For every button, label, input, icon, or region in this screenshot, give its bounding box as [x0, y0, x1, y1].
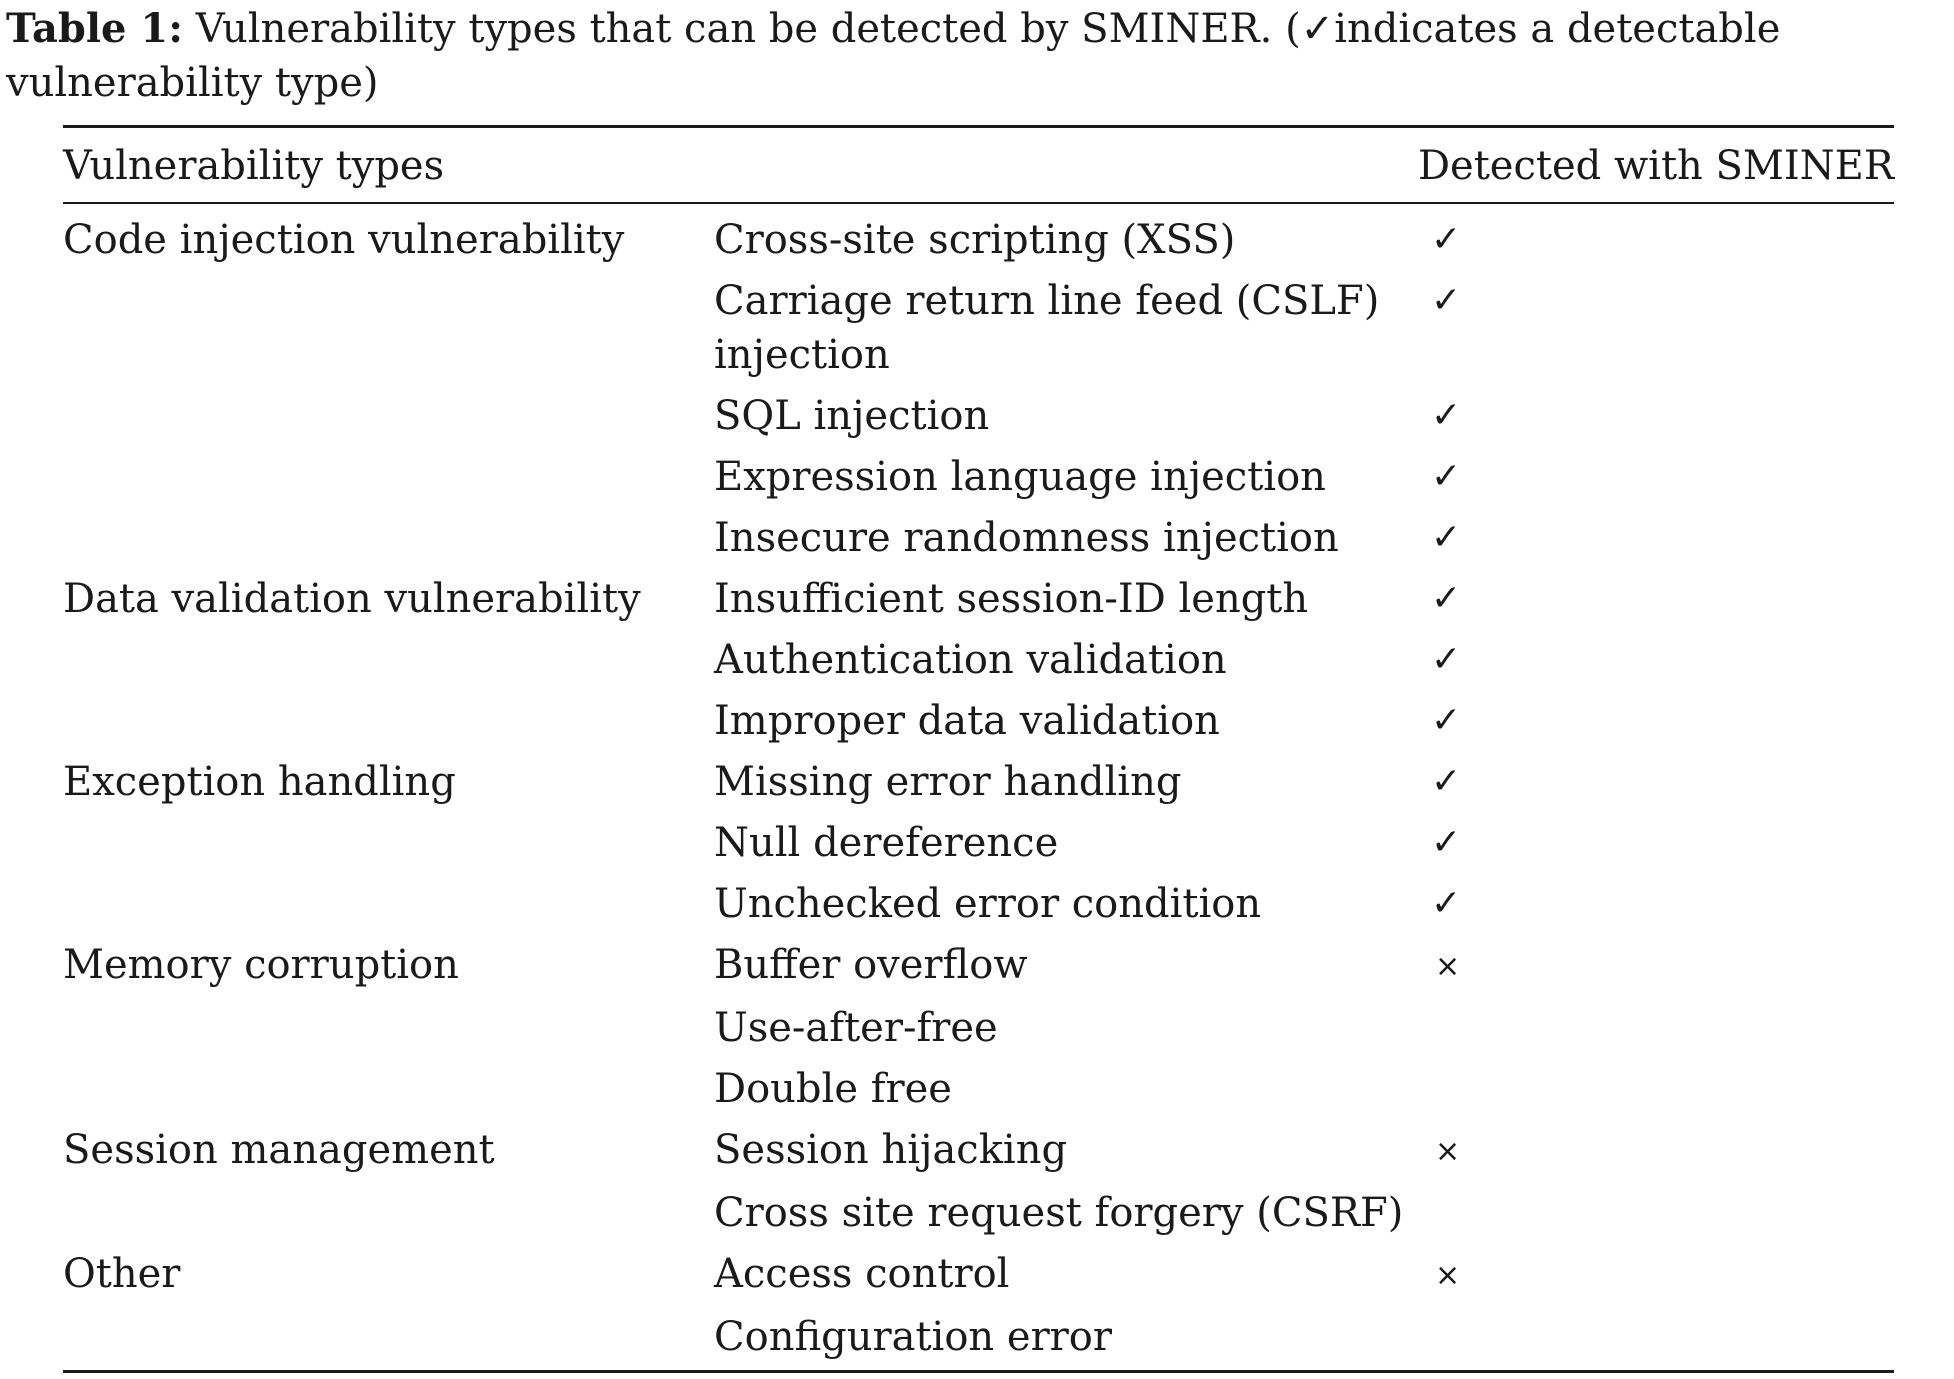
category-cell [63, 389, 714, 450]
category-cell [63, 274, 714, 389]
detected-cell [1417, 1186, 1894, 1247]
header-vulnerability-types: Vulnerability types [63, 143, 445, 189]
check-icon: ✓ [1431, 700, 1462, 741]
table-row [63, 877, 1894, 938]
detected-cell [1417, 572, 1894, 633]
caption-text: Vulnerability types that can be detected by SMINER. (✓indicates a detectable vulnerability type) [6, 6, 1781, 106]
vulnerability-type-cell: Cross site request forgery (CSRF) [714, 1190, 1404, 1236]
category-cell [63, 877, 714, 938]
cross-icon: × [1435, 1134, 1461, 1169]
detected-cell [1417, 877, 1894, 938]
detected-cell [1417, 274, 1894, 389]
vulnerability-type-cell: SQL injection [714, 393, 990, 439]
detected-cell [1417, 938, 1894, 1001]
detected-cell [1417, 633, 1894, 694]
category-cell: Other [63, 1251, 181, 1297]
category-cell [63, 511, 714, 572]
check-icon: ✓ [1431, 517, 1462, 558]
detected-cell [1417, 1001, 1894, 1062]
detected-cell [1417, 1062, 1894, 1123]
detected-cell [1417, 511, 1894, 572]
vulnerability-type-cell: Configuration error [714, 1314, 1113, 1360]
table-row [63, 213, 1894, 274]
vulnerability-type-cell: Access control [714, 1251, 1010, 1297]
caption-label: Table 1: [6, 5, 183, 52]
vulnerability-type-cell: Expression language injection [714, 454, 1326, 500]
category-cell: Data validation vulnerability [63, 576, 641, 622]
table-row [63, 816, 1894, 877]
vulnerability-type-cell: Buffer overflow [714, 942, 1028, 988]
header-detected-with-sminer: Detected with SMINER [1417, 143, 1894, 189]
category-cell [63, 450, 714, 511]
category-cell [63, 694, 714, 755]
detected-cell [1417, 389, 1894, 450]
table-row [63, 1310, 1894, 1371]
check-icon: ✓ [1431, 456, 1462, 497]
vulnerability-type-cell: Authentication validation [714, 637, 1227, 683]
vulnerability-type-cell: Session hijacking [714, 1127, 1068, 1173]
table-caption [6, 2, 1950, 110]
check-icon: ✓ [1431, 578, 1462, 619]
vulnerability-type-cell: Insufficient session-ID length [714, 576, 1309, 622]
vulnerability-type-cell: Improper data validation [714, 698, 1220, 744]
detected-cell [1417, 694, 1894, 755]
category-cell: Code injection vulnerability [63, 217, 625, 263]
table-row [63, 511, 1894, 572]
table-row [63, 1247, 1894, 1310]
detected-cell [1417, 816, 1894, 877]
table-row [63, 694, 1894, 755]
table-row [63, 1186, 1894, 1247]
vulnerability-type-cell: Use-after-free [714, 1005, 998, 1051]
table-row [63, 572, 1894, 633]
category-cell: Session management [63, 1127, 495, 1173]
detected-cell [1417, 450, 1894, 511]
detected-cell [1417, 1310, 1894, 1371]
check-icon: ✓ [1431, 395, 1462, 436]
vulnerability-type-cell: Unchecked error condition [714, 881, 1262, 927]
detected-cell [1417, 1247, 1894, 1310]
check-icon: ✓ [1431, 280, 1462, 321]
table-row [63, 389, 1894, 450]
category-cell: Exception handling [63, 759, 456, 805]
check-icon: ✓ [1431, 822, 1462, 863]
cross-icon: × [1435, 1258, 1461, 1293]
detected-cell [1417, 213, 1894, 274]
category-cell [63, 1310, 714, 1371]
top-rule [63, 125, 1894, 128]
vulnerability-type-cell: Null dereference [714, 820, 1059, 866]
category-cell: Memory corruption [63, 942, 459, 988]
table-row [63, 1123, 1894, 1186]
check-icon: ✓ [1431, 883, 1462, 924]
table-body [63, 213, 1894, 1371]
table-row [63, 938, 1894, 1001]
check-icon: ✓ [1431, 639, 1462, 680]
category-cell [63, 1186, 714, 1247]
bottom-rule [63, 1370, 1894, 1373]
detected-cell [1417, 1123, 1894, 1186]
category-cell [63, 633, 714, 694]
vulnerability-type-cell: Cross-site scripting (XSS) [714, 217, 1236, 263]
table-row [63, 274, 1894, 389]
category-cell [63, 1001, 714, 1062]
check-icon: ✓ [1431, 761, 1462, 802]
vulnerability-type-cell: Missing error handling [714, 759, 1182, 805]
table-row [63, 1062, 1894, 1123]
vulnerability-type-cell: Double free [714, 1066, 952, 1112]
table-row [63, 633, 1894, 694]
vulnerability-table [63, 213, 1894, 1371]
table-row [63, 1001, 1894, 1062]
detected-cell [1417, 755, 1894, 816]
category-cell [63, 816, 714, 877]
vulnerability-type-cell: Carriage return line feed (CSLF) injection [714, 278, 1380, 378]
cross-icon: × [1435, 949, 1461, 984]
table-row [63, 450, 1894, 511]
category-cell [63, 1062, 714, 1123]
header-rule [63, 202, 1894, 204]
vulnerability-type-cell: Insecure randomness injection [714, 515, 1339, 561]
table-row [63, 755, 1894, 816]
check-icon: ✓ [1431, 219, 1462, 260]
